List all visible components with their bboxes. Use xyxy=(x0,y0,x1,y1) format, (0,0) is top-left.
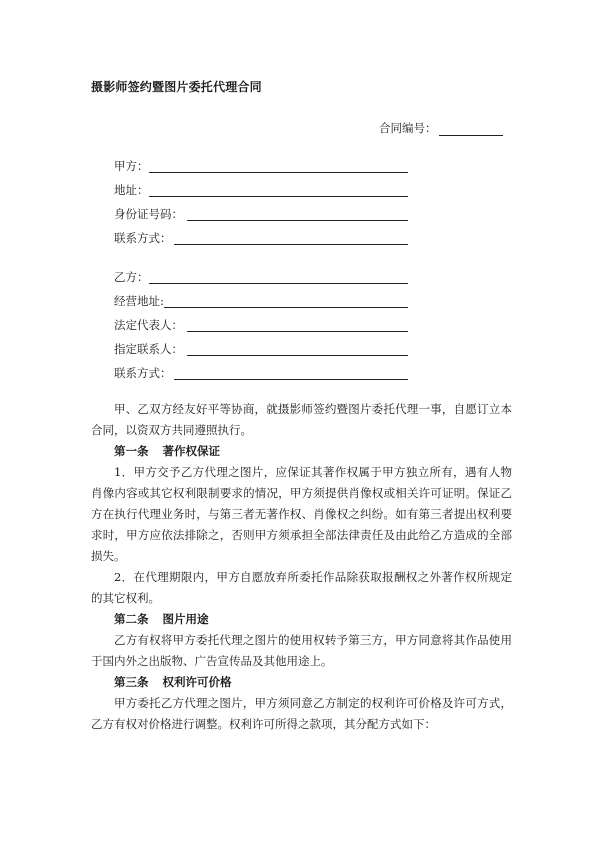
party-b-contact-label: 联系方式： xyxy=(114,366,172,380)
contract-body xyxy=(91,399,512,735)
contract-number-row xyxy=(379,120,503,136)
article-1-heading xyxy=(91,441,512,462)
party-a-contact-field xyxy=(114,230,408,246)
party-b-name-blank[interactable] xyxy=(149,283,408,284)
article-1-number: 第一条 xyxy=(114,444,149,458)
party-b-name-label: 乙方： xyxy=(114,270,149,284)
party-b-designated-contact-blank[interactable] xyxy=(187,355,408,356)
party-b-legal-rep-blank[interactable] xyxy=(187,331,408,332)
party-a-name-field xyxy=(114,158,408,174)
contract-number-blank[interactable] xyxy=(439,123,503,136)
article-1-paragraph-2: 2．在代理期限内，甲方自愿放弃所委托作品除获取报酬权之外著作权所规定的其它权利。 xyxy=(91,570,512,605)
intro-paragraph: 甲、乙双方经友好平等协商，就摄影师签约暨图片委托代理一事，自愿订立本合同，以资双方共同遵照执行。 xyxy=(91,402,512,437)
party-b-business-address-label: 经营地址: xyxy=(114,294,164,308)
party-a-id-blank[interactable] xyxy=(187,220,408,221)
article-2-number: 第二条 xyxy=(114,612,149,626)
party-b-business-address-blank[interactable] xyxy=(164,307,408,308)
party-a-name-blank[interactable] xyxy=(149,172,408,173)
party-b-designated-contact-label: 指定联系人： xyxy=(114,342,183,356)
party-b-contact-blank[interactable] xyxy=(174,379,408,380)
article-3-heading xyxy=(91,672,512,693)
article-2-title: 图片用途 xyxy=(162,612,209,626)
article-3-title: 权利许可价格 xyxy=(162,675,232,689)
party-a-name-label: 甲方： xyxy=(114,159,149,173)
contract-number-label: 合同编号： xyxy=(379,121,437,135)
party-a-contact-blank[interactable] xyxy=(174,244,408,245)
article-3-number: 第三条 xyxy=(114,675,149,689)
party-b-business-address-field xyxy=(114,293,408,309)
party-b-legal-rep-field xyxy=(114,317,408,333)
article-1-paragraph-1: 1．甲方交予乙方代理之图片，应保证其著作权属于甲方独立所有，遇有人物肖像内容或其它权利限制要求的情况，甲方须提供肖像权或相关许可证明。保证乙方在执行代理业务时，与第三者无著作权、肖像权之纠纷。如有第三者提出权利要求时，甲方应依法排除之，否则甲方须承担全部法律责任及由此给乙方造成的全部损失。 xyxy=(91,465,512,563)
party-a-address-field xyxy=(114,182,408,198)
article-1-title: 著作权保证 xyxy=(162,444,220,458)
party-b-legal-rep-label: 法定代表人： xyxy=(114,318,183,332)
party-b-name-field xyxy=(114,269,408,285)
party-a-address-blank[interactable] xyxy=(149,196,408,197)
party-a-address-label: 地址： xyxy=(114,183,149,197)
article-3-paragraph-1: 甲方委托乙方代理之图片，甲方须同意乙方制定的权利许可价格及许可方式，乙方有权对价格进行调整。权利许可所得之款项，其分配方式如下： xyxy=(91,696,512,731)
party-b-designated-contact-field xyxy=(114,341,408,357)
article-2-paragraph-1: 乙方有权将甲方委托代理之图片的使用权转予第三方，甲方同意将其作品使用于国内外之出版物、广告宣传品及其他用途上。 xyxy=(91,633,512,668)
party-a-contact-label: 联系方式： xyxy=(114,231,172,245)
document-title: 摄影师签约暨图片委托代理合同 xyxy=(91,80,262,94)
article-2-heading xyxy=(91,609,512,630)
party-a-id-field xyxy=(114,206,408,222)
party-b-contact-field xyxy=(114,365,408,381)
party-a-id-label: 身份证号码： xyxy=(114,207,183,221)
